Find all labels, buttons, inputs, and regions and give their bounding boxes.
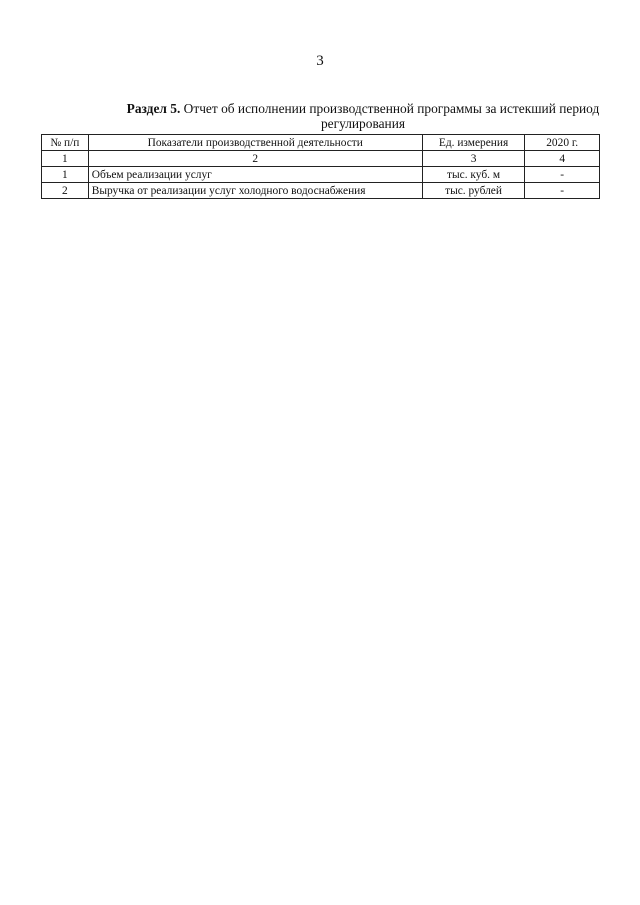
section-heading bbox=[120, 101, 606, 131]
column-index-cell: 4 bbox=[525, 151, 600, 167]
production-program-report-table bbox=[41, 134, 600, 199]
row-value-cell: - bbox=[525, 167, 600, 183]
table-row bbox=[42, 167, 600, 183]
header-unit: Ед. измерения bbox=[422, 135, 525, 151]
header-indicators: Показатели производственной деятельности bbox=[88, 135, 422, 151]
header-number: № п/п bbox=[42, 135, 89, 151]
column-index-cell: 1 bbox=[42, 151, 89, 167]
row-value-cell: - bbox=[525, 183, 600, 199]
table-header-row bbox=[42, 135, 600, 151]
row-number-cell: 2 bbox=[42, 183, 89, 199]
row-unit-cell: тыс. рублей bbox=[422, 183, 525, 199]
section-title: Отчет об исполнении производственной программы за истекший период регулирования bbox=[183, 101, 600, 131]
column-index-row bbox=[42, 151, 600, 167]
table-row bbox=[42, 183, 600, 199]
row-indicator-cell: Объем реализации услуг bbox=[88, 167, 422, 183]
column-index-cell: 3 bbox=[422, 151, 525, 167]
section-label: Раздел 5. bbox=[126, 101, 181, 116]
column-index-cell: 2 bbox=[88, 151, 422, 167]
row-number-cell: 1 bbox=[42, 167, 89, 183]
row-unit-cell: тыс. куб. м bbox=[422, 167, 525, 183]
page-number: 3 bbox=[316, 53, 324, 69]
header-year: 2020 г. bbox=[525, 135, 600, 151]
row-indicator-cell: Выручка от реализации услуг холодного водоснабжения bbox=[88, 183, 422, 199]
